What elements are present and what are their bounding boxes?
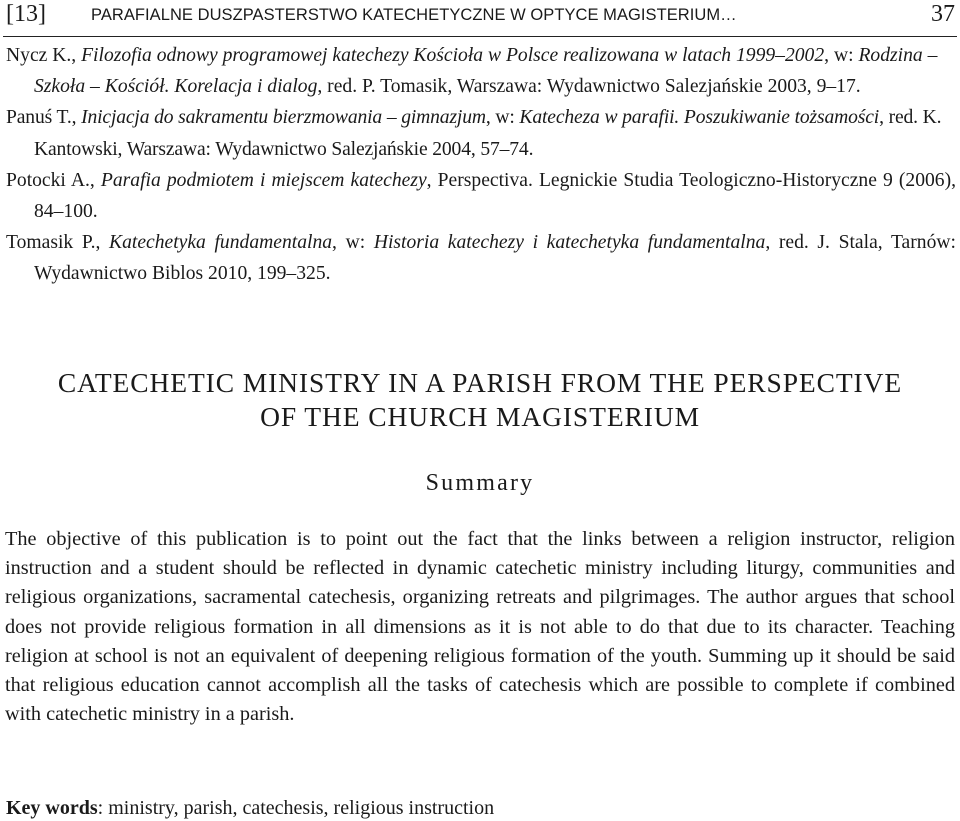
reference-title: Inicjacja do sakramentu bierzmowania – gimnazjum bbox=[81, 107, 486, 129]
reference-author: Tomasik P. bbox=[6, 232, 96, 254]
reference-title: Filozofia odnowy programowej katechezy Kościoła w Polsce realizowana w latach 1999–2002 bbox=[81, 45, 825, 66]
reference-details: , red. P. Tomasik, Warszawa: Wydawnictwo Salezjańskie 2003, 9–17. bbox=[317, 76, 861, 98]
running-header bbox=[3, 0, 957, 37]
keywords: Key words: ministry, parish, catechesis, religious instruction bbox=[6, 797, 495, 819]
page-number: 37 bbox=[931, 1, 955, 27]
reference-entry: Tomasik P., Katechetyka fundamentalna, w: Historia katechezy i katechetyka fundamentalna, red. J. Stala, Tarnów: Wydawnictwo Biblos 2010, 199–325. bbox=[6, 232, 956, 285]
reference-entry: Nycz K., Filozofia odnowy programowej katechezy Kościoła w Polsce realizowana w latach 1999–2002, w: Rodzina – Szkoła – Kościół. Korelacja i dialog, red. P. Tomasik, Warszawa: Wydawnictwo Salezjańskie 2003, 9–17. bbox=[6, 45, 938, 98]
section-number: [13] bbox=[6, 1, 46, 27]
reference-container: Katecheza w parafii. Poszukiwanie tożsamości bbox=[519, 107, 880, 129]
reference-container: Rodzina – Szkoła – Kościół. Korelacja i dialog bbox=[34, 45, 938, 98]
summary-heading: Summary bbox=[425, 470, 535, 496]
reference-entry: Panuś T., Inicjacja do sakramentu bierzmowania – gimnazjum, w: Katecheza w parafii. Poszukiwanie tożsamości, red. K. Kantowski, Warszawa: Wydawnictwo Salezjańskie 2004, 57–74. bbox=[6, 107, 942, 160]
reference-details: Perspectiva. Legnickie Studia Teologiczno-Historyczne 9 (2006), 84–100. bbox=[34, 169, 957, 223]
abstract-text: The objective of this publication is to point out the fact that the links between a religion instructor, religion instruction and a student should be reflected in dynamic catechetic ministry including liturgy, communities and religious organizations, sacramental catechesis, organizing retreats and pilgrimages. The author argues that school does not provide religious formation in all dimensions as it is not able to do that due to its character. Teaching religion at school is not an equivalent of deepening religious formation of the youth. Summing up it should be said that religious education cannot accomplish all the tasks of catechesis which are possible to complete if combined with catechetic ministry in a parish. bbox=[5, 528, 955, 726]
reference-title: Parafia podmiotem i miejscem katechezy bbox=[100, 169, 427, 191]
reference-container: Historia katechezy i katechetyka fundamentalna bbox=[373, 232, 766, 254]
reference-details: , red. J. Stala, Tarnów: Wydawnictwo Biblos 2010, 199–325. bbox=[34, 232, 956, 285]
reference-author: Panuś T. bbox=[6, 107, 72, 129]
article-title-line1: CATECHETIC MINISTRY IN A PARISH FROM THE PERSPECTIVE bbox=[57, 367, 903, 398]
reference-author: Nycz K. bbox=[6, 45, 72, 66]
reference-title: Katechetyka fundamentalna bbox=[109, 232, 333, 254]
reference-entry: Potocki A., Parafia podmiotem i miejscem katechezy, Perspectiva. Legnickie Studia Teologiczno-Historyczne 9 (2006), 84–100. bbox=[6, 169, 957, 223]
keywords-list: ministry, parish, catechesis, religious instruction bbox=[108, 797, 495, 819]
reference-details: , red. K. Kantowski, Warszawa: Wydawnictwo Salezjańskie 2004, 57–74. bbox=[34, 107, 942, 160]
running-title: PARAFIALNE DUSZPASTERSTWO KATECHETYCZNE W OPTYCE MAGISTERIUM… bbox=[91, 6, 737, 24]
bibliography bbox=[6, 40, 956, 290]
article-title-line2: OF THE CHURCH MAGISTERIUM bbox=[260, 401, 700, 432]
keywords-label: Key words bbox=[6, 797, 98, 819]
article-title bbox=[0, 366, 960, 434]
reference-author: Potocki A. bbox=[6, 169, 90, 191]
